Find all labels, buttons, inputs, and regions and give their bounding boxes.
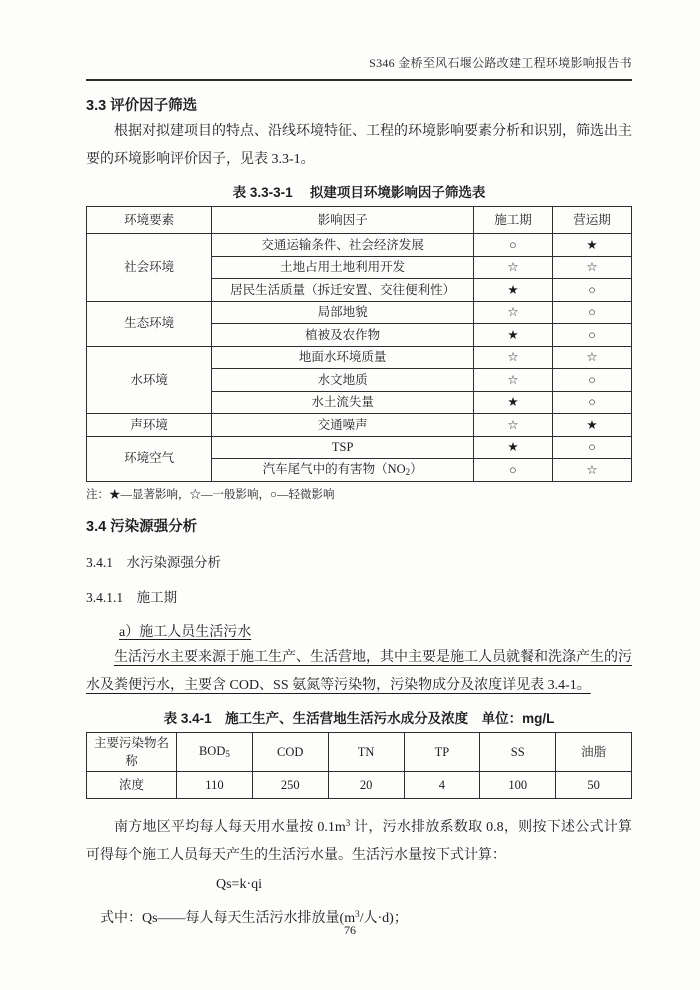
cell-construction: ★ [473,324,552,347]
col-header-tp: TP [404,732,480,771]
header-rule [86,79,632,81]
paragraph-text: 计，污水排放系数取 0.8，则按下述公式计算可得每个施工人员每天产生的生活污水量。生活污水量按下式计算： [86,819,633,863]
cell-operation: ☆ [552,256,631,279]
col-header-element: 环境要素 [87,207,212,234]
impact-factor-screening-table [86,206,632,482]
section-3-4-1-heading: 3.4.1 水污染源强分析 [86,554,221,570]
section-3-4-1-1-heading: 3.4.1.1 施工期 [86,589,178,605]
section-3-3-heading: 3.3 评价因子筛选 [86,98,198,114]
cell-factor: 植被及农作物 [212,324,474,347]
cell-value: 50 [556,771,632,798]
col-header-bod5 [177,732,253,771]
cell-factor: 局部地貌 [212,301,474,324]
col-header-tn: TN [328,732,404,771]
table1-title: 表 3.3-3-1 拟建项目环境影响因子筛选表 [232,185,486,200]
cell-factor: 交通运输条件、社会经济发展 [212,234,474,257]
factor-text: 汽车尾气中的有害物（NO [262,462,406,477]
cell-construction: ★ [473,279,552,302]
cell-operation: ★ [552,234,631,257]
cell-construction: ☆ [473,346,552,369]
cell-value: 4 [404,771,480,798]
cell-group: 生态环境 [87,301,212,346]
cell-construction: ☆ [473,369,552,392]
table-row [87,346,632,369]
cell-construction: ○ [473,234,552,257]
cell-factor: 水文地质 [212,369,474,392]
table-row [87,414,632,437]
cell-group: 社会环境 [87,234,212,302]
cell-construction: ★ [473,436,552,459]
paragraph-text: 南方地区平均每人每天用水量按 0.1m [114,819,346,835]
bod-text: BOD [198,744,226,759]
cell-operation: ★ [552,414,631,437]
table-row [87,771,632,798]
cell-factor: TSP [212,436,474,459]
bod-subscript: 5 [225,749,230,760]
cell-value: 110 [177,771,253,798]
definition-text: 式中：Qs——每人每天生活污水排放量(m [100,910,356,926]
cell-operation: ☆ [552,346,631,369]
cell-operation: ☆ [552,459,631,482]
cell-group: 环境空气 [87,436,212,481]
section-3-4-heading: 3.4 污染源强分析 [86,518,198,535]
table-row [87,234,632,257]
col-header-pollutant-name: 主要污染物名称 [87,732,177,771]
cell-construction: ☆ [473,256,552,279]
cell-value: 20 [328,771,404,798]
cubic-superscript: 3 [345,817,351,828]
cell-operation: ○ [552,369,631,392]
cell-factor: 水土流失量 [212,391,474,414]
cell-value: 250 [252,771,328,798]
table-header-row [87,732,632,771]
definition-text: /人·d)； [359,910,408,926]
table-row [87,301,632,324]
section-3-3-paragraph: 根据对拟建项目的特点、沿线环境特征、工程的环境影响要素分析和识别，筛选出主要的环境影响评价因子，见表 3.3-1。 [86,124,632,167]
cell-operation: ○ [552,436,631,459]
cell-construction: ○ [473,459,552,482]
factor-text: ） [410,462,423,477]
cell-factor: 地面水环境质量 [212,346,474,369]
sewage-concentration-table [86,732,632,799]
cell-operation: ○ [552,324,631,347]
cubic-superscript: 3 [355,908,360,919]
factor-subscript: 2 [405,467,411,478]
sewage-source-paragraph: 生活污水主要来源于施工生产、生活营地，其中主要是施工人员就餐和洗涤产生的污水及粪便污水，主要含 COD、SS 氨氮等污染物，污染物成分及浓度详见表 3.4-1。 [86,649,632,693]
cell-factor: 土地占用土地利用开发 [212,256,474,279]
cell-construction: ☆ [473,414,552,437]
col-header-operation: 营运期 [552,207,631,234]
cell-group: 声环境 [87,414,212,437]
col-header-construction: 施工期 [473,207,552,234]
water-usage-paragraph [86,809,632,870]
cell-operation: ○ [552,279,631,302]
table-row [87,436,632,459]
cell-concentration-label: 浓度 [87,771,177,798]
cell-operation: ○ [552,391,631,414]
page-number: 76 [344,923,356,937]
col-header-cod: COD [252,732,328,771]
cell-operation: ○ [552,301,631,324]
col-header-factor: 影响因子 [212,207,474,234]
cell-group: 水环境 [87,346,212,414]
cell-construction: ☆ [473,301,552,324]
item-a-heading: a）施工人员生活污水 [119,624,252,640]
cell-construction: ★ [473,391,552,414]
table-header-row [87,207,632,234]
formula-line: Qs=k·qi [216,876,263,892]
header-title: S346 金桥至风石堰公路改建工程环境影响报告书 [369,56,632,70]
table2-title: 表 3.4-1 施工生产、生活营地生活污水成分及浓度 单位：mg/L [163,710,555,726]
col-header-ss: SS [480,732,556,771]
cell-factor [212,459,474,482]
cell-factor: 交通噪声 [212,414,474,437]
cell-value: 100 [480,771,556,798]
table1-legend-note: 注：★—显著影响，☆—一般影响，○—轻微影响 [86,488,335,501]
col-header-oil: 油脂 [556,732,632,771]
cell-factor: 居民生活质量（拆迁安置、交往便利性） [212,279,474,302]
